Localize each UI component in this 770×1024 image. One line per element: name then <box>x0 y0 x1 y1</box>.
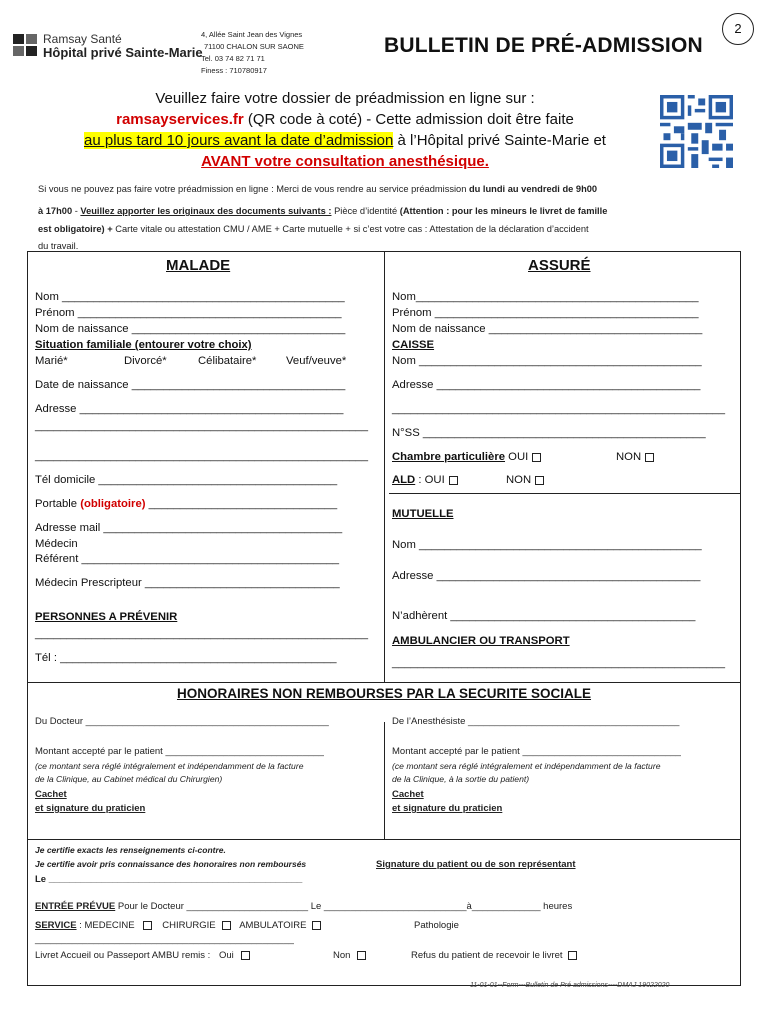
finess-line: Finess : 710780917 <box>201 66 267 75</box>
site-link[interactable]: ramsayservices.fr <box>116 111 244 128</box>
signature-praticien-label: et signature du praticien <box>392 803 503 814</box>
patient-naissance-nom-field[interactable]: Nom de naissance __________________________________ <box>35 323 346 335</box>
adherent-field[interactable]: N’adhèrent _______________________________________ <box>392 610 696 622</box>
ramsay-logo-icon <box>13 34 39 58</box>
option-marie[interactable]: Marié* <box>35 355 68 367</box>
patient-adresse-line[interactable]: _____________________________________________________ <box>35 450 368 462</box>
note-line: (ce montant sera réglé intégralement et indépendamment de la facture <box>35 761 304 771</box>
page-title: BULLETIN DE PRÉ-ADMISSION <box>384 34 703 57</box>
montant-note <box>35 760 303 786</box>
medecin-label: Médecin <box>35 538 78 550</box>
intro-text: à l’Hôpital privé Sainte-Marie et <box>393 132 606 149</box>
ald-oui-label: : OUI <box>418 474 445 486</box>
info-docs: Veuillez apporter les originaux des documents suivants : <box>80 206 332 216</box>
medecine-checkbox[interactable] <box>143 921 152 930</box>
ald-non-checkbox[interactable] <box>535 476 544 485</box>
livret-label: Livret Accueil ou Passeport AMBU remis : <box>35 950 211 961</box>
address-line: 71100 CHALON SUR SAONE <box>204 42 304 51</box>
info-text: Pièce d’identité <box>331 206 400 216</box>
info-text: Si vous ne pouvez pas faire votre préadmission en ligne : Merci de vous rendre au service préadmission <box>38 184 469 194</box>
ald-row <box>392 474 458 486</box>
cachet-label: Cachet <box>392 789 424 800</box>
personnes-prevenir-heading: PERSONNES A PRÉVENIR <box>35 611 178 623</box>
personnes-prevenir-field[interactable]: _____________________________________________________ <box>35 628 368 640</box>
portable-line: ______________________________ <box>145 498 338 510</box>
medecin-prescripteur-field[interactable]: Médecin Prescripteur _______________________________ <box>35 577 340 589</box>
pathologie-label: Pathologie <box>414 920 459 931</box>
note-line: (ce montant sera réglé intégralement et indépendamment de la facture <box>392 761 661 771</box>
ald-label: ALD <box>392 474 416 486</box>
phone-line: Tel. 03 74 82 71 71 <box>201 54 265 63</box>
contact-tel-field[interactable]: Tél : ____________________________________________ <box>35 652 337 664</box>
assure-heading: ASSURÉ <box>528 257 591 274</box>
anesthesia-warning: AVANT votre consultation anesthésique. <box>201 153 489 170</box>
brand-name: Ramsay Santé <box>43 32 122 46</box>
option-divorce[interactable]: Divorcé* <box>124 355 167 367</box>
service-ambulatoire-label: AMBULATOIRE <box>239 920 307 931</box>
ambulance-heading: AMBULANCIER OU TRANSPORT <box>392 635 570 647</box>
deadline-highlight: au plus tard 10 jours avant la date d’admission <box>84 132 394 149</box>
patient-portable-field[interactable] <box>35 498 337 510</box>
honoraires-heading: HONORAIRES NON REMBOURSES PAR LA SECURITE SOCIALE <box>176 686 592 701</box>
livret-non-option <box>333 950 366 961</box>
intro-line <box>30 111 660 128</box>
section-divider <box>28 682 740 683</box>
divider <box>389 493 741 494</box>
entree-label: ENTRÉE PRÉVUE <box>35 901 116 912</box>
ald-oui-checkbox[interactable] <box>449 476 458 485</box>
column-divider <box>384 722 385 839</box>
caisse-nom-field[interactable]: Nom _____________________________________________ <box>392 355 702 367</box>
info-hours: du lundi au vendredi de 9h00 <box>468 184 598 194</box>
note-line: de la Clinique, au Cabinet médical du Chirurgien) <box>35 774 223 784</box>
info-text: - <box>72 206 81 216</box>
docteur-field[interactable]: Du Docteur ______________________________________________ <box>35 716 329 727</box>
certify-line: Je certifie exacts les renseignements ci-contre. <box>35 845 226 855</box>
mutuelle-nom-field[interactable]: Nom _____________________________________________ <box>392 539 702 551</box>
chambre-label: Chambre particulière <box>392 451 506 463</box>
montant-anesthesiste-field[interactable]: Montant accepté par le patient ______________________________ <box>392 746 681 757</box>
livret-row <box>35 950 250 961</box>
medecin-referent-field[interactable]: Référent _________________________________________ <box>35 553 340 565</box>
info-paragraph <box>38 181 738 255</box>
mutuelle-heading: MUTUELLE <box>392 508 454 520</box>
qr-code-icon <box>660 95 733 168</box>
ambulatoire-checkbox[interactable] <box>312 921 321 930</box>
nss-field[interactable]: N°SS _____________________________________________ <box>392 427 706 439</box>
option-veuf[interactable]: Veuf/veuve* <box>286 355 347 367</box>
montant-chirurgien-field[interactable]: Montant accepté par le patient ______________________________ <box>35 746 324 757</box>
intro-line: Veuillez faire votre dossier de préadmission en ligne sur : <box>155 90 535 107</box>
livret-oui-label: Oui <box>218 950 234 961</box>
service-medecine-label: : MEDECINE <box>76 920 135 931</box>
anesthesiste-field[interactable]: De l’Anesthésiste ________________________________________ <box>392 716 680 727</box>
hospital-name: Hôpital privé Sainte-Marie <box>43 45 203 60</box>
livret-oui-checkbox[interactable] <box>241 951 250 960</box>
livret-non-checkbox[interactable] <box>357 951 366 960</box>
certify-line: Je certifie avoir pris connaissance des honoraires non remboursés <box>35 859 307 869</box>
signature-patient-label: Signature du patient ou de son représentant <box>376 859 576 870</box>
chirurgie-checkbox[interactable] <box>222 921 231 930</box>
ambulance-field[interactable]: _____________________________________________________ <box>392 657 725 669</box>
service-label: SERVICE <box>35 920 77 931</box>
chambre-non-checkbox[interactable] <box>645 453 654 462</box>
ald-non-option <box>506 474 544 486</box>
assure-nom-field[interactable]: Nom_____________________________________________ <box>392 291 699 303</box>
cachet-label: Cachet <box>35 789 67 800</box>
portable-label: Portable <box>35 498 81 510</box>
info-text: du travail. <box>38 241 79 251</box>
caisse-adresse-field[interactable]: Adresse __________________________________________ <box>392 379 701 391</box>
assure-naissance-nom-field[interactable]: Nom de naissance __________________________________ <box>392 323 703 335</box>
livret-non-label: Non <box>333 950 351 961</box>
intro-line <box>30 153 660 170</box>
malade-heading: MALADE <box>166 257 231 274</box>
situation-label: Situation familiale (entourer votre choix) <box>35 339 252 351</box>
patient-adresse-field[interactable]: Adresse __________________________________________ <box>35 403 344 415</box>
mutuelle-adresse-field[interactable]: Adresse __________________________________________ <box>392 570 701 582</box>
caisse-adresse-line[interactable]: _____________________________________________________ <box>392 403 725 415</box>
patient-adresse-line[interactable]: _____________________________________________________ <box>35 420 368 432</box>
option-celibataire[interactable]: Célibataire* <box>198 355 257 367</box>
ald-non-label: NON <box>506 474 532 486</box>
patient-date-naissance-field[interactable]: Date de naissance __________________________________ <box>35 379 346 391</box>
chambre-non-option <box>616 451 654 463</box>
portable-required: (obligatoire) <box>80 498 146 510</box>
entree-prevue-row[interactable] <box>35 901 572 912</box>
refus-checkbox[interactable] <box>568 951 577 960</box>
service-row <box>35 920 321 931</box>
info-text: Carte vitale ou attestation CMU / AME + Carte mutuelle + si c’est votre cas : Attestation de la déclaration d’accident <box>112 224 589 234</box>
info-hours: à 17h00 <box>38 206 73 216</box>
assure-prenom-field[interactable]: Prénom __________________________________________ <box>392 307 699 319</box>
patient-email-field[interactable]: Adresse mail ______________________________________ <box>35 522 343 534</box>
page-number: 2 <box>722 13 754 45</box>
refus-option <box>411 950 577 961</box>
signature-praticien-label: et signature du praticien <box>35 803 146 814</box>
refus-label: Refus du patient de recevoir le livret <box>411 950 563 961</box>
patient-prenom-field[interactable]: Prénom __________________________________________ <box>35 307 342 319</box>
service-line[interactable]: _________________________________________________ <box>35 934 294 945</box>
column-divider <box>384 252 385 682</box>
patient-tel-field[interactable]: Tél domicile ______________________________________ <box>35 474 338 486</box>
chambre-oui-checkbox[interactable] <box>532 453 541 462</box>
info-warning: (Attention : pour les mineurs le livret de famille <box>399 206 608 216</box>
address-line: 4, Allée Saint Jean des Vignes <box>201 30 303 39</box>
form-reference: 11-01-01--Form---Bulletin de Pré admissions----DMAJ 19022020 <box>470 982 670 989</box>
section-divider <box>28 839 740 840</box>
patient-nom-field[interactable]: Nom _____________________________________________ <box>35 291 345 303</box>
intro-text: (QR code à coté) - Cette admission doit être faite <box>243 111 574 128</box>
caisse-heading: CAISSE <box>392 339 435 351</box>
chambre-non-label: NON <box>616 451 642 463</box>
intro-line <box>30 132 660 149</box>
montant-note <box>392 760 660 786</box>
certify-date-field[interactable]: Le ________________________________________________ <box>35 874 303 885</box>
service-chirurgie-label: CHIRURGIE <box>162 920 216 931</box>
entree-fields[interactable]: Pour le Docteur _______________________ Le ___________________________à_____________ heures <box>115 901 573 912</box>
chambre-oui-label: OUI <box>508 451 529 463</box>
chambre-row <box>392 451 541 463</box>
info-warning: est obligatoire) + <box>38 224 113 234</box>
note-line: de la Clinique, à la sortie du patient) <box>392 774 530 784</box>
